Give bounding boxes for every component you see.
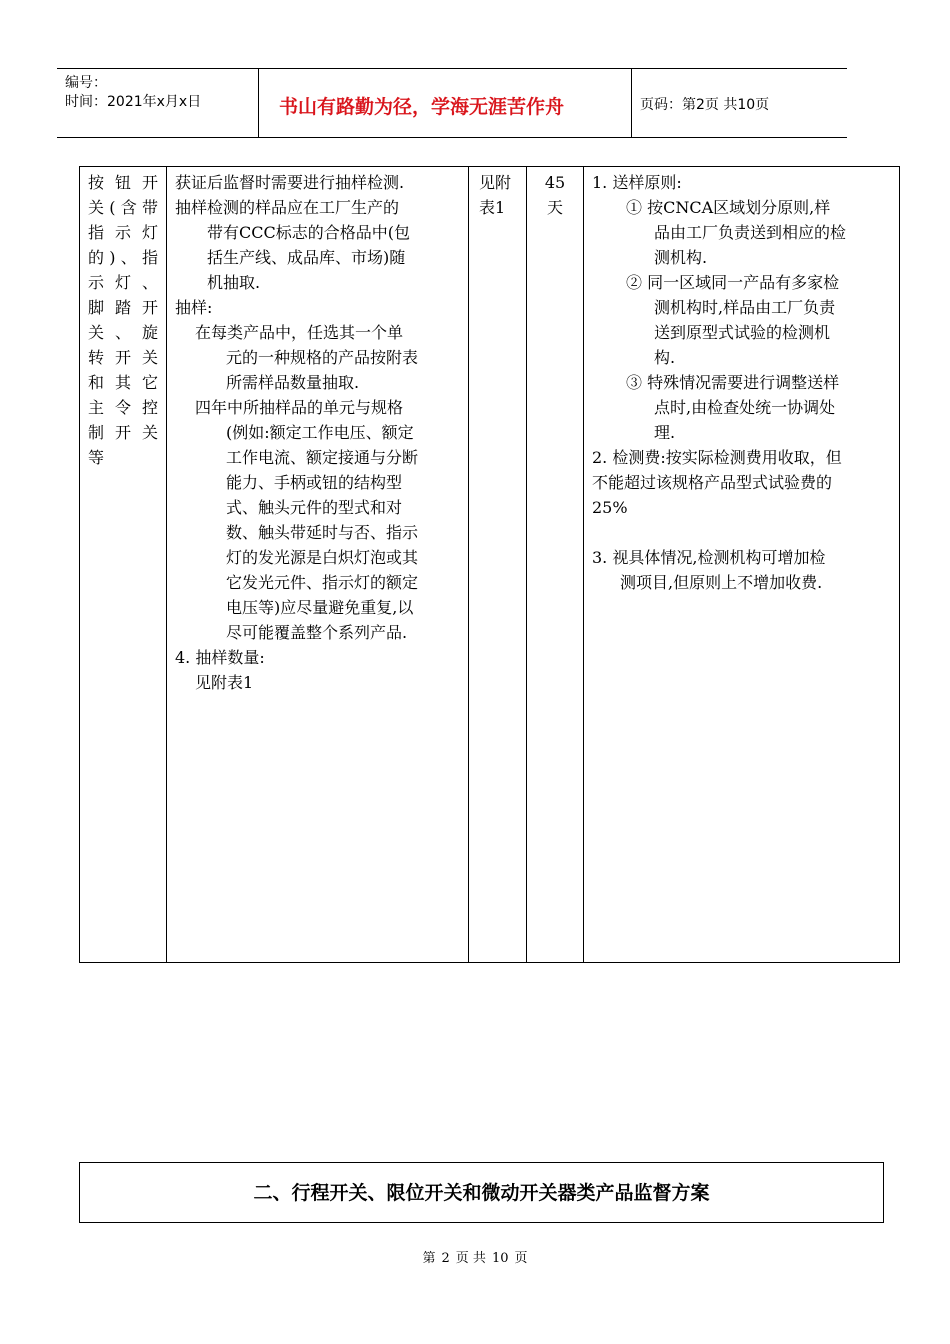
- footer-total-pages: 10: [491, 1251, 509, 1266]
- note-line: 理.: [654, 423, 676, 442]
- sampling-line: 四年中所抽样品的单元与规格: [195, 398, 404, 417]
- note-line: ② 同一区域同一产品有多家检: [626, 273, 840, 292]
- page-footer: [0, 1247, 950, 1266]
- sampling-line: 见附表1: [195, 673, 254, 692]
- product-line: 关(含带: [88, 198, 158, 217]
- product-line: 主令控: [88, 398, 158, 417]
- note-line: 测项目,但原则上不增加收费.: [620, 573, 823, 592]
- note-line: 送到原型式试验的检测机: [654, 323, 831, 342]
- footer-page-mid: 页 共: [455, 1251, 486, 1266]
- reference-cell: [469, 167, 527, 963]
- sampling-line: 带有CCC标志的合格品中(包: [207, 223, 410, 242]
- sampling-line: 尽可能覆盖整个系列产品.: [226, 623, 408, 642]
- sampling-line: 括生产线、成品库、市场)随: [207, 248, 406, 267]
- sampling-line: 获证后监督时需要进行抽样检测.: [175, 173, 405, 192]
- product-line: 关、旋: [88, 323, 158, 342]
- note-line: 1. 送样原则:: [592, 173, 682, 192]
- header-motto: 书山有路勤为径，学海无涯苦作舟: [279, 96, 565, 118]
- note-line: 25%: [592, 498, 628, 517]
- sampling-line: 在每类产品中，任选其一个单: [195, 323, 404, 342]
- footer-page-suffix: 页: [514, 1251, 528, 1266]
- note-line: [592, 520, 893, 545]
- note-line: 3. 视具体情况,检测机构可增加检: [592, 548, 826, 567]
- reference-line: 表1: [479, 198, 506, 217]
- sampling-line: 式、触头元件的型式和对: [226, 498, 403, 517]
- document-number-label: 编号：: [65, 75, 107, 91]
- sampling-line: 机抽取.: [207, 273, 261, 292]
- note-line: ③ 特殊情况需要进行调整送样: [626, 373, 840, 392]
- note-line: ① 按CNCA区域划分原则,样: [626, 198, 831, 217]
- sampling-line: 它发光元件、指示灯的额定: [226, 573, 419, 592]
- days-line: 45: [544, 173, 566, 192]
- header-meta-cell: [57, 69, 259, 137]
- table-row: [80, 167, 900, 963]
- footer-page-prefix: 第: [422, 1251, 436, 1266]
- document-time-label: 时间：2021年x月x日: [65, 94, 202, 110]
- notes-cell: [584, 167, 900, 963]
- days-line: 天: [546, 198, 563, 217]
- header-page-cell: [632, 69, 847, 137]
- product-line: 和其它: [88, 373, 158, 392]
- note-line: 不能超过该规格产品型式试验费的: [592, 473, 833, 492]
- supervision-table: [79, 166, 900, 963]
- product-line: 的)、指: [88, 248, 158, 267]
- product-line: 制开关: [88, 423, 158, 442]
- sampling-line: 灯的发光源是白炽灯泡或其: [226, 548, 419, 567]
- sampling-line: 工作电流、额定接通与分断: [226, 448, 419, 467]
- sampling-line: 所需样品数量抽取.: [226, 373, 360, 392]
- sampling-line: 4. 抽样数量:: [175, 648, 265, 667]
- product-line: 按钮开: [88, 173, 158, 192]
- sampling-line: 抽样检测的样品应在工厂生产的: [175, 198, 400, 217]
- sampling-line: 数、触头带延时与否、指示: [226, 523, 419, 542]
- note-line: 测机构.: [654, 248, 708, 267]
- note-line: 2. 检测费:按实际检测费用收取，但: [592, 448, 842, 467]
- sampling-line: (例如:额定工作电压、额定: [226, 423, 414, 442]
- reference-line: 见附: [479, 173, 512, 192]
- sampling-line: 元的一种规格的产品按附表: [226, 348, 419, 367]
- sampling-line: 能力、手柄或钮的结构型: [226, 473, 403, 492]
- page-header: [57, 68, 847, 138]
- note-line: 点时,由检查处统一协调处: [654, 398, 836, 417]
- note-line: 测机构时,样品由工厂负责: [654, 298, 836, 317]
- product-line: 等: [88, 448, 105, 467]
- note-line: 构.: [654, 348, 676, 367]
- product-cell: [80, 167, 167, 963]
- days-cell: [527, 167, 584, 963]
- product-line: 转开关: [88, 348, 158, 367]
- footer-page-number: 2: [441, 1251, 450, 1266]
- note-line: 品由工厂负责送到相应的检: [654, 223, 847, 242]
- section-title: 二、行程开关、限位开关和微动开关器类产品监督方案: [79, 1162, 884, 1223]
- sampling-cell: [167, 167, 469, 963]
- product-line: 脚踏开: [88, 298, 158, 317]
- header-motto-cell: [259, 69, 632, 137]
- header-page-label: 页码：第2页 共10页: [640, 97, 770, 113]
- sampling-line: 电压等)应尽量避免重复,以: [226, 598, 414, 617]
- product-line: 示灯、: [88, 273, 158, 292]
- product-line: 指示灯: [88, 223, 158, 242]
- sampling-line: 抽样:: [175, 298, 213, 317]
